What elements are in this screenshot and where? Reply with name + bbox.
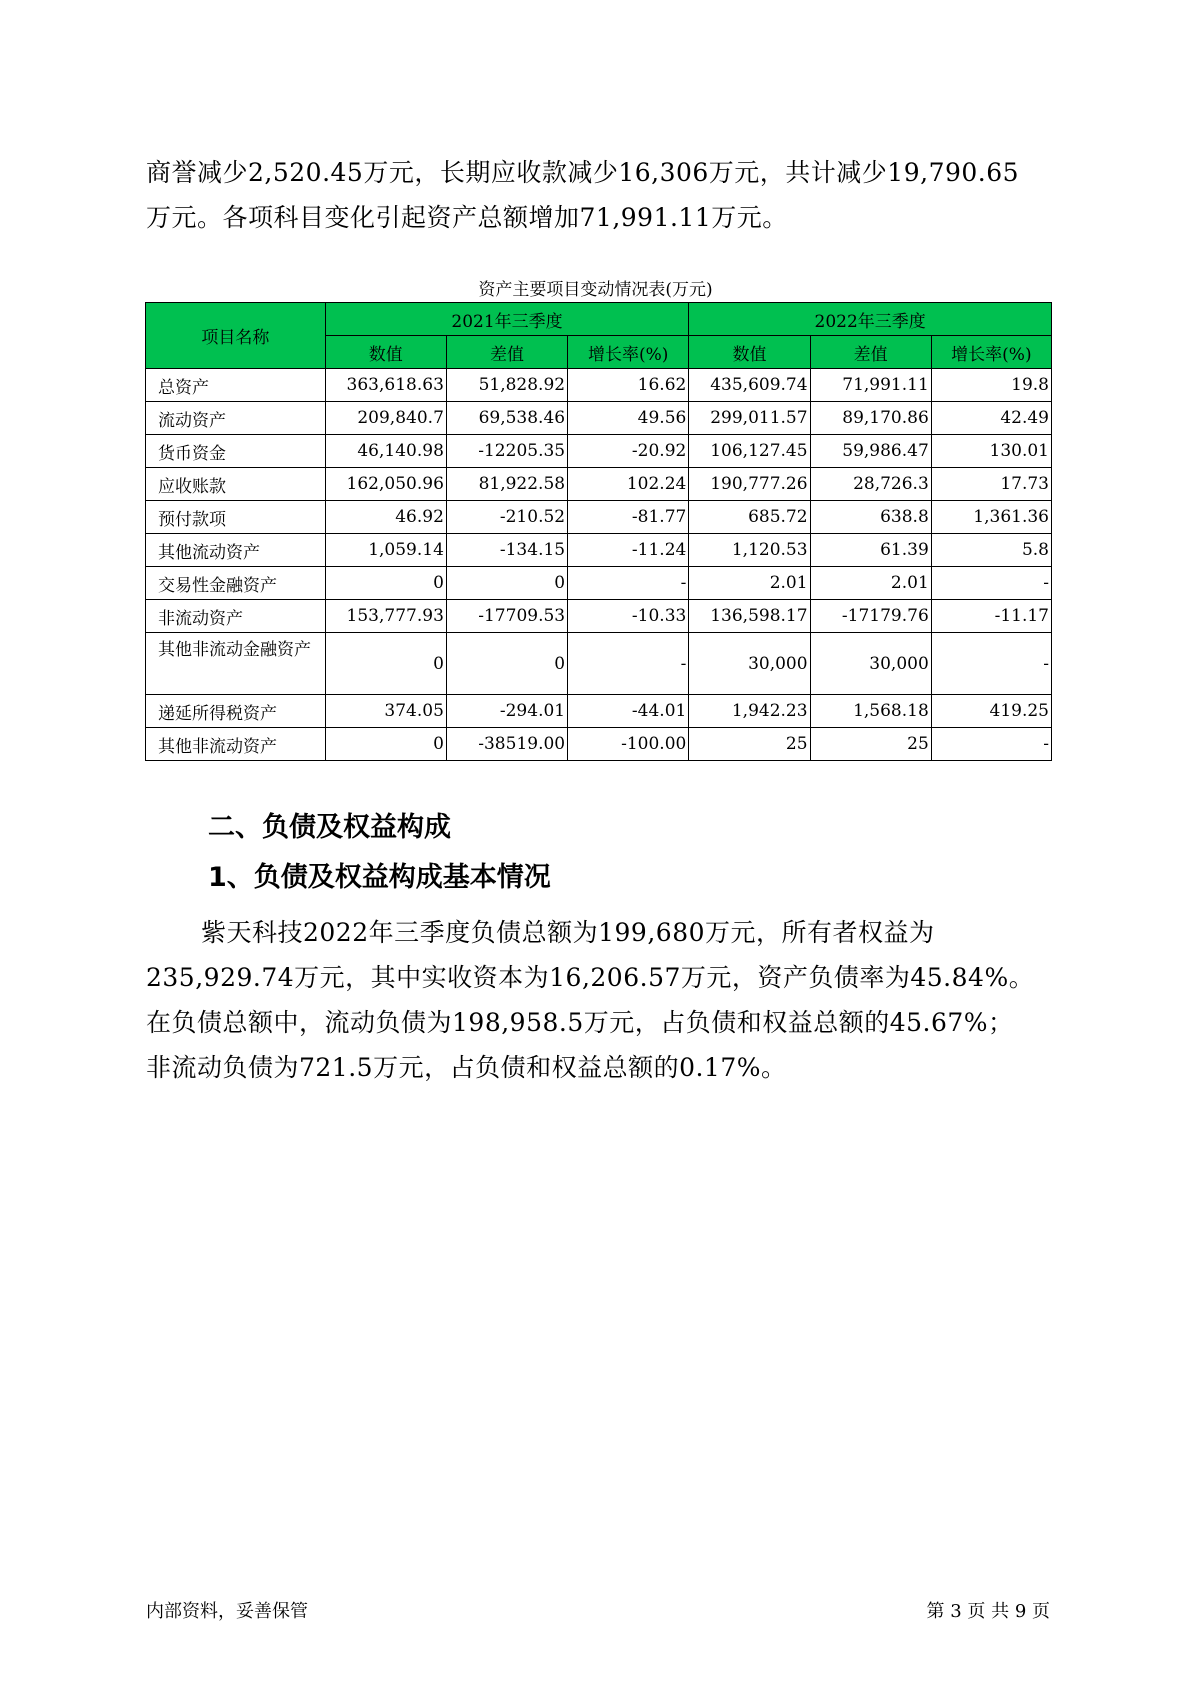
cell-growth-2021: -81.77 bbox=[568, 501, 689, 534]
cell-value-2021: 153,777.93 bbox=[325, 600, 446, 633]
cell-growth-2021: 49.56 bbox=[568, 402, 689, 435]
cell-value-2022: 1,942.23 bbox=[689, 695, 810, 728]
cell-diff-2021: -17709.53 bbox=[446, 600, 567, 633]
cell-value-2022: 106,127.45 bbox=[689, 435, 810, 468]
cell-value-2021: 0 bbox=[325, 567, 446, 600]
cell-value-2021: 209,840.7 bbox=[325, 402, 446, 435]
cell-value-2022: 136,598.17 bbox=[689, 600, 810, 633]
row-name: 其他非流动金融资产 bbox=[146, 633, 326, 695]
table-row bbox=[146, 534, 1052, 567]
cell-growth-2022: 419.25 bbox=[931, 695, 1051, 728]
row-name: 递延所得税资产 bbox=[146, 695, 326, 728]
subheader-diff-2021: 差值 bbox=[446, 336, 567, 369]
cell-growth-2022: 17.73 bbox=[931, 468, 1051, 501]
cell-value-2022: 1,120.53 bbox=[689, 534, 810, 567]
cell-diff-2022: 71,991.11 bbox=[810, 369, 931, 402]
body-line-2: 235,929.74万元，其中实收资本为16,206.57万元，资产负债率为45.84%。 bbox=[146, 963, 1035, 992]
cell-diff-2022: 89,170.86 bbox=[810, 402, 931, 435]
cell-growth-2022: 19.8 bbox=[931, 369, 1051, 402]
intro-line-2: 万元。各项科目变化引起资产总额增加71,991.11万元。 bbox=[146, 203, 788, 232]
section-heading: 二、负债及权益构成 bbox=[208, 812, 451, 843]
body-line-1: 紫天科技2022年三季度负债总额为199,680万元，所有者权益为 bbox=[201, 918, 935, 947]
cell-diff-2021: -294.01 bbox=[446, 695, 567, 728]
row-name: 应收账款 bbox=[146, 468, 326, 501]
cell-diff-2022: 61.39 bbox=[810, 534, 931, 567]
cell-growth-2022: -11.17 bbox=[931, 600, 1051, 633]
cell-growth-2021: - bbox=[568, 567, 689, 600]
cell-value-2022: 2.01 bbox=[689, 567, 810, 600]
cell-growth-2021: -100.00 bbox=[568, 728, 689, 761]
cell-diff-2022: 59,986.47 bbox=[810, 435, 931, 468]
table-row bbox=[146, 501, 1052, 534]
cell-diff-2021: -210.52 bbox=[446, 501, 567, 534]
cell-diff-2022: 30,000 bbox=[810, 633, 931, 695]
row-name: 流动资产 bbox=[146, 402, 326, 435]
row-name: 其他非流动资产 bbox=[146, 728, 326, 761]
cell-diff-2022: 2.01 bbox=[810, 567, 931, 600]
cell-growth-2022: 42.49 bbox=[931, 402, 1051, 435]
cell-growth-2022: - bbox=[931, 633, 1051, 695]
cell-diff-2021: 51,828.92 bbox=[446, 369, 567, 402]
footer-page-number: 第 3 页 共 9 页 bbox=[926, 1601, 1050, 1622]
table-row bbox=[146, 567, 1052, 600]
cell-growth-2021: -11.24 bbox=[568, 534, 689, 567]
cell-diff-2022: 28,726.3 bbox=[810, 468, 931, 501]
cell-diff-2021: -134.15 bbox=[446, 534, 567, 567]
intro-line-1: 商誉减少2,520.45万元，长期应收款减少16,306万元，共计减少19,790.65 bbox=[146, 158, 1020, 187]
table-row bbox=[146, 728, 1052, 761]
row-name: 其他流动资产 bbox=[146, 534, 326, 567]
cell-value-2022: 30,000 bbox=[689, 633, 810, 695]
sub-heading: 1、负债及权益构成基本情况 bbox=[208, 862, 551, 893]
table-caption: 资产主要项目变动情况表(万元) bbox=[478, 280, 713, 300]
footer-confidential-note: 内部资料，妥善保管 bbox=[146, 1601, 308, 1622]
row-name: 非流动资产 bbox=[146, 600, 326, 633]
table-row bbox=[146, 600, 1052, 633]
cell-growth-2022: - bbox=[931, 728, 1051, 761]
cell-growth-2022: - bbox=[931, 567, 1051, 600]
cell-value-2021: 374.05 bbox=[325, 695, 446, 728]
cell-growth-2021: 102.24 bbox=[568, 468, 689, 501]
subheader-diff-2022: 差值 bbox=[810, 336, 931, 369]
cell-value-2021: 363,618.63 bbox=[325, 369, 446, 402]
cell-diff-2022: -17179.76 bbox=[810, 600, 931, 633]
cell-growth-2021: - bbox=[568, 633, 689, 695]
header-group-2022: 2022年三季度 bbox=[689, 303, 1052, 336]
cell-value-2021: 0 bbox=[325, 728, 446, 761]
row-name: 货币资金 bbox=[146, 435, 326, 468]
cell-value-2021: 0 bbox=[325, 633, 446, 695]
header-group-2021: 2021年三季度 bbox=[325, 303, 689, 336]
row-name: 预付款项 bbox=[146, 501, 326, 534]
row-name: 交易性金融资产 bbox=[146, 567, 326, 600]
body-line-3: 在负债总额中，流动负债为198,958.5万元，占负债和权益总额的45.67%； bbox=[146, 1008, 1014, 1037]
cell-diff-2021: 0 bbox=[446, 633, 567, 695]
subheader-value-2022: 数值 bbox=[689, 336, 810, 369]
table-row bbox=[146, 633, 1052, 695]
table-row bbox=[146, 468, 1052, 501]
table-row bbox=[146, 402, 1052, 435]
cell-diff-2021: 0 bbox=[446, 567, 567, 600]
cell-growth-2021: -20.92 bbox=[568, 435, 689, 468]
table-row bbox=[146, 695, 1052, 728]
table-row bbox=[146, 435, 1052, 468]
cell-growth-2021: -44.01 bbox=[568, 695, 689, 728]
cell-diff-2021: 81,922.58 bbox=[446, 468, 567, 501]
cell-value-2021: 46,140.98 bbox=[325, 435, 446, 468]
intro-paragraph bbox=[146, 150, 1051, 240]
row-name: 总资产 bbox=[146, 369, 326, 402]
asset-change-table bbox=[145, 302, 1052, 761]
body-line-4: 非流动负债为721.5万元，占负债和权益总额的0.17%。 bbox=[146, 1053, 787, 1082]
cell-value-2022: 25 bbox=[689, 728, 810, 761]
cell-diff-2022: 1,568.18 bbox=[810, 695, 931, 728]
subheader-growth-2022: 增长率(%) bbox=[931, 336, 1051, 369]
header-item-name: 项目名称 bbox=[146, 303, 326, 369]
subheader-growth-2021: 增长率(%) bbox=[568, 336, 689, 369]
cell-value-2022: 190,777.26 bbox=[689, 468, 810, 501]
cell-value-2022: 685.72 bbox=[689, 501, 810, 534]
cell-value-2022: 435,609.74 bbox=[689, 369, 810, 402]
cell-growth-2022: 1,361.36 bbox=[931, 501, 1051, 534]
cell-diff-2022: 25 bbox=[810, 728, 931, 761]
cell-diff-2021: 69,538.46 bbox=[446, 402, 567, 435]
cell-diff-2022: 638.8 bbox=[810, 501, 931, 534]
cell-growth-2022: 5.8 bbox=[931, 534, 1051, 567]
body-paragraph bbox=[146, 910, 1051, 1090]
cell-growth-2022: 130.01 bbox=[931, 435, 1051, 468]
cell-value-2021: 1,059.14 bbox=[325, 534, 446, 567]
cell-diff-2021: -12205.35 bbox=[446, 435, 567, 468]
subheader-value-2021: 数值 bbox=[325, 336, 446, 369]
cell-value-2022: 299,011.57 bbox=[689, 402, 810, 435]
cell-value-2021: 162,050.96 bbox=[325, 468, 446, 501]
cell-growth-2021: -10.33 bbox=[568, 600, 689, 633]
table-row bbox=[146, 369, 1052, 402]
cell-growth-2021: 16.62 bbox=[568, 369, 689, 402]
cell-value-2021: 46.92 bbox=[325, 501, 446, 534]
cell-diff-2021: -38519.00 bbox=[446, 728, 567, 761]
